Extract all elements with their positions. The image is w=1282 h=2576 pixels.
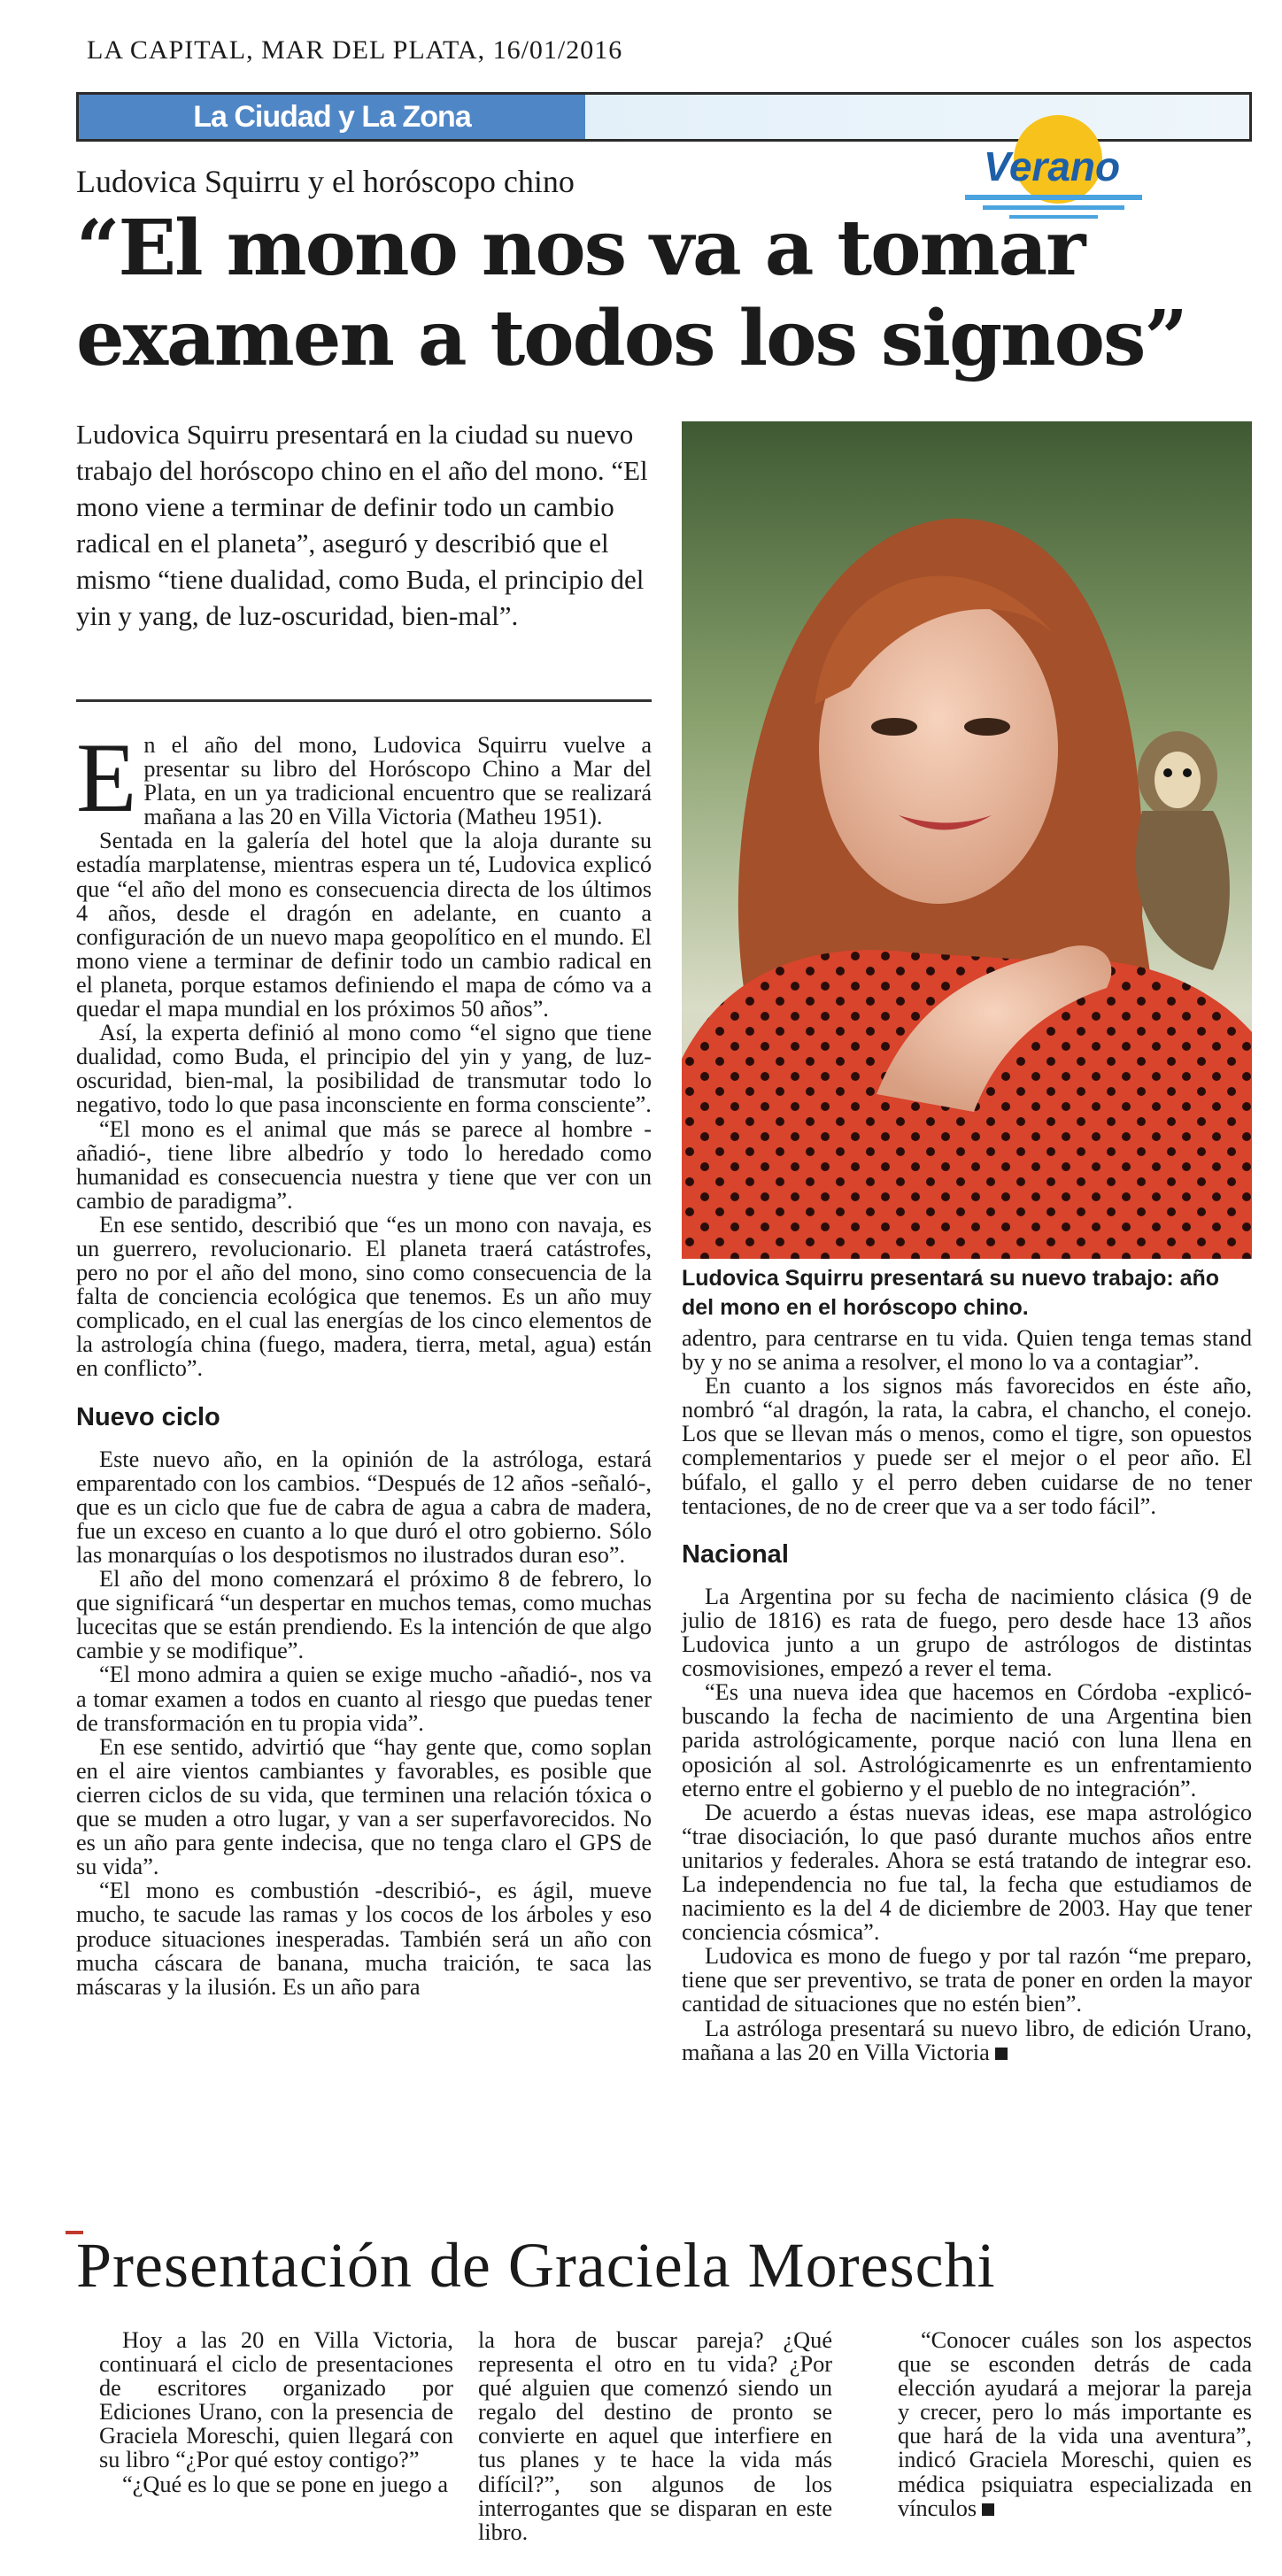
section-label: La Ciudad y La Zona (79, 95, 585, 139)
paragraph: En ese sentido, describió que “es un mono con navaja, es un guerrero, revolucionario. El planeta traerá catástrofes, pero no por el año del mono, sino como consecuencia de la falta de conciencia ecológica que tenemos. Es un año muy complicado, en el cual las energías de los cinco elementos de la astrología china (fuego, madera, tierra, metal, agua) están en conflicto”. (76, 1211, 652, 1382)
body-column-right (682, 1326, 1252, 2064)
paragraph: “Conocer cuáles son los aspectos que se esconden detrás de cada elección ayudará a mejorar la pareja y crecer, pero lo más importante es que hará de la vida una aventura”, indicó Graciela Moreschi, quien es médica psiquiatra especializada en vínculos (898, 2327, 1252, 2521)
paragraph: La astróloga presentará su nuevo libro, de edición Urano, mañana a las 20 en Villa Victoria (682, 2015, 1252, 2065)
paragraph: “Es una nueva idea que hacemos en Córdoba -explicó- buscando la fecha de nacimiento de una Argentina bien parida astrológicamente, porque nació con luna llena en oposición al sol. Astrológicamenrte es un enfrentamiento eterno entre el gobierno y el pueblo de no integración”. (682, 1679, 1252, 1801)
paragraph-end (898, 2328, 1252, 2520)
end-mark (995, 2048, 1008, 2060)
subhead-nacional: Nacional (682, 1539, 789, 1569)
photo-caption: Ludovica Squirru presentará su nuevo trabajo: año del mono en el horóscopo chino. (682, 1266, 1220, 1320)
paragraph: Ludovica es mono de fuego y por tal razón “me preparo, tiene que ser preventivo, se trata de poner en orden la mayor cantidad de situaciones que no estén bien”. (682, 1943, 1252, 2017)
dateline: LA CAPITAL, MAR DEL PLATA, 16/01/2016 (87, 35, 623, 65)
article2-column-3 (898, 2328, 1252, 2520)
svg-text:Verano: Verano (983, 143, 1121, 189)
paragraph: En cuanto a los signos más favorecidos en éste año, nombró “al dragón, la rata, la cabra, el chancho, el conejo. Los que se llevan más o menos, como el tigre, son opuestos complementarios y puede ser el mejor o el peor año. El búfalo, el gallo y el perro deben cuidarse de no tener tentaciones, de no de creer que va a ser todo fácil”. (682, 1373, 1252, 1519)
paragraph: “El mono es combustión -describió-, es ágil, mueve mucho, te sacude las ramas y los cocos de los árboles y eso produce situaciones inesperadas. También será un año con mucha cáscara de banana, mucha traición, te saca las máscaras y la ilusión. Es un año para (76, 1878, 652, 2000)
article2-column-1 (99, 2328, 453, 2496)
paragraph: Así, la experta definió al mono como “el signo que tiene dualidad, como Buda, el principio del yin y yang, de luz-oscuridad, bien-mal, la posibilidad de transmutar todo lo negativo, todo lo que pasa inconsciente en forma consciente”. (76, 1020, 652, 1118)
subhead-nuevo-ciclo: Nuevo ciclo (76, 1402, 220, 1431)
article2-column-2 (478, 2328, 832, 2544)
paragraph-end (682, 2017, 1252, 2064)
paragraph: adentro, para centrarse en tu vida. Quien tenga temas stand by y no se anima a resolver, el mono lo va a contagiar”. (682, 1325, 1252, 1376)
paragraph: El año del mono comenzará el próximo 8 de febrero, lo que significará “un despertar en muchos temas, como muchas lucecitas que se están prendiendo. Es la intención de que algo cambie y se modifique”. (76, 1566, 652, 1664)
paragraph: “¿Qué es lo que se pone en juego a (122, 2471, 449, 2497)
paragraph: “El mono es el animal que más se parece al hombre -añadió-, tiene libre albedrío y todo lo heredado como humanidad es consecuencia nuestra y tiene que ver con un cambio de paradigma”. (76, 1115, 652, 1214)
paragraph: Sentada en la galería del hotel que la aloja durante su estadía marplatense, mientras espera un té, Ludovica explicó que “el año del mono es consecuencia directa de los últimos 4 años, desde el dragón en adelante, en cuanto a configuración de un nuevo mapa geopolítico en el mundo. El mono viene a terminar de definir todo un cambio radical en el planeta, porque estamos definiendo el mapa de cómo va a quedar el mapa mundial en los próximos 50 años”. (76, 828, 652, 1022)
drop-cap: E (76, 723, 137, 833)
kicker: Ludovica Squirru y el horóscopo chino (76, 164, 575, 199)
lead-paragraph: Ludovica Squirru presentará en la ciudad su nuevo trabajo del horóscopo chino en el año del mono. “El mono viene a terminar de definir todo un cambio radical en el planeta”, aseguró y describió que el mismo “tiene dualidad, como Buda, el principio del yin y yang, de luz-oscuridad, bien-mal”. (76, 419, 648, 631)
end-mark (982, 2503, 994, 2516)
paragraph: De acuerdo a éstas nuevas ideas, ese mapa astrológico “trae disociación, lo que pasó durante muchos años entre unitarios y federales. Ahora se está tratando de integrar eso. La independencia no fue tal, la fecha que estudiamos de nacimiento es la del 4 de diciembre de 2003. Hay que tener conciencia cósmica”. (682, 1799, 1252, 1946)
divider (76, 699, 652, 702)
paragraph: “El mono admira a quien se exige mucho -añadió-, nos va a tomar examen a todos en cuanto al riesgo que puedas tener de transformación en tu propia vida”. (76, 1662, 652, 1736)
photo-ludovica-squirru (682, 421, 1252, 1259)
headline: “El mono nos va a tomar examen a todos los signos” (76, 204, 1186, 383)
article2-headline: Presentación de Graciela Moreschi (76, 2230, 996, 2301)
paragraph: Este nuevo año, en la opinión de la astróloga, estará emparentado con los cambios. “Después de 12 años -señaló-, que es un ciclo que fue de cabra de agua a cabra de madera, fue un exceso en cuanto a lo que duró el otro gobierno. Sólo las monarquías o los despotismos no ilustrados duran eso”. (76, 1446, 652, 1568)
paragraph: n el año del mono, Ludovica Squirru vuelve a presentar su libro del Horóscopo Chino a Mar del Plata, en un ya tradicional encuentro que se realizará mañana a las 20 en Villa Victoria (Matheu 1951). (143, 732, 652, 830)
body-column-left (76, 723, 652, 2000)
paragraph: La Argentina por su fecha de nacimiento clásica (9 de julio de 1816) es rata de fuego, pero desde hace 13 años Ludovica junto a un grupo de astrólogos de distintas cosmovisiones, empezó a rever el tema. (682, 1583, 1252, 1682)
paragraph: En ese sentido, advirtió que “hay gente que, como soplan en el aire vientos cambiantes y favorables, es posible que cierren ciclos de su vida, que terminen una relación tóxica o que se muden a otro lugar, y van a ser superfavorecidos. No es un año para gente indecisa, que no tenga claro el GPS de su vida”. (76, 1733, 652, 1880)
paragraph: Hoy a las 20 en Villa Victoria, continuará el ciclo de presentaciones de escritores organizado por Ediciones Urano, con la presencia de Graciela Moreschi, quien llegará con su libro “¿Por qué estoy contigo?” (99, 2327, 453, 2473)
paragraph: la hora de buscar pareja? ¿Qué representa el otro en tu vida? ¿Por qué alguien que comenzó siendo un regalo del destino de pronto se convierte en aquel que interfiere en tus planes y te hace la vida más difícil?”, son algunos de los interrogantes que se disparan en este libro. (478, 2327, 832, 2545)
